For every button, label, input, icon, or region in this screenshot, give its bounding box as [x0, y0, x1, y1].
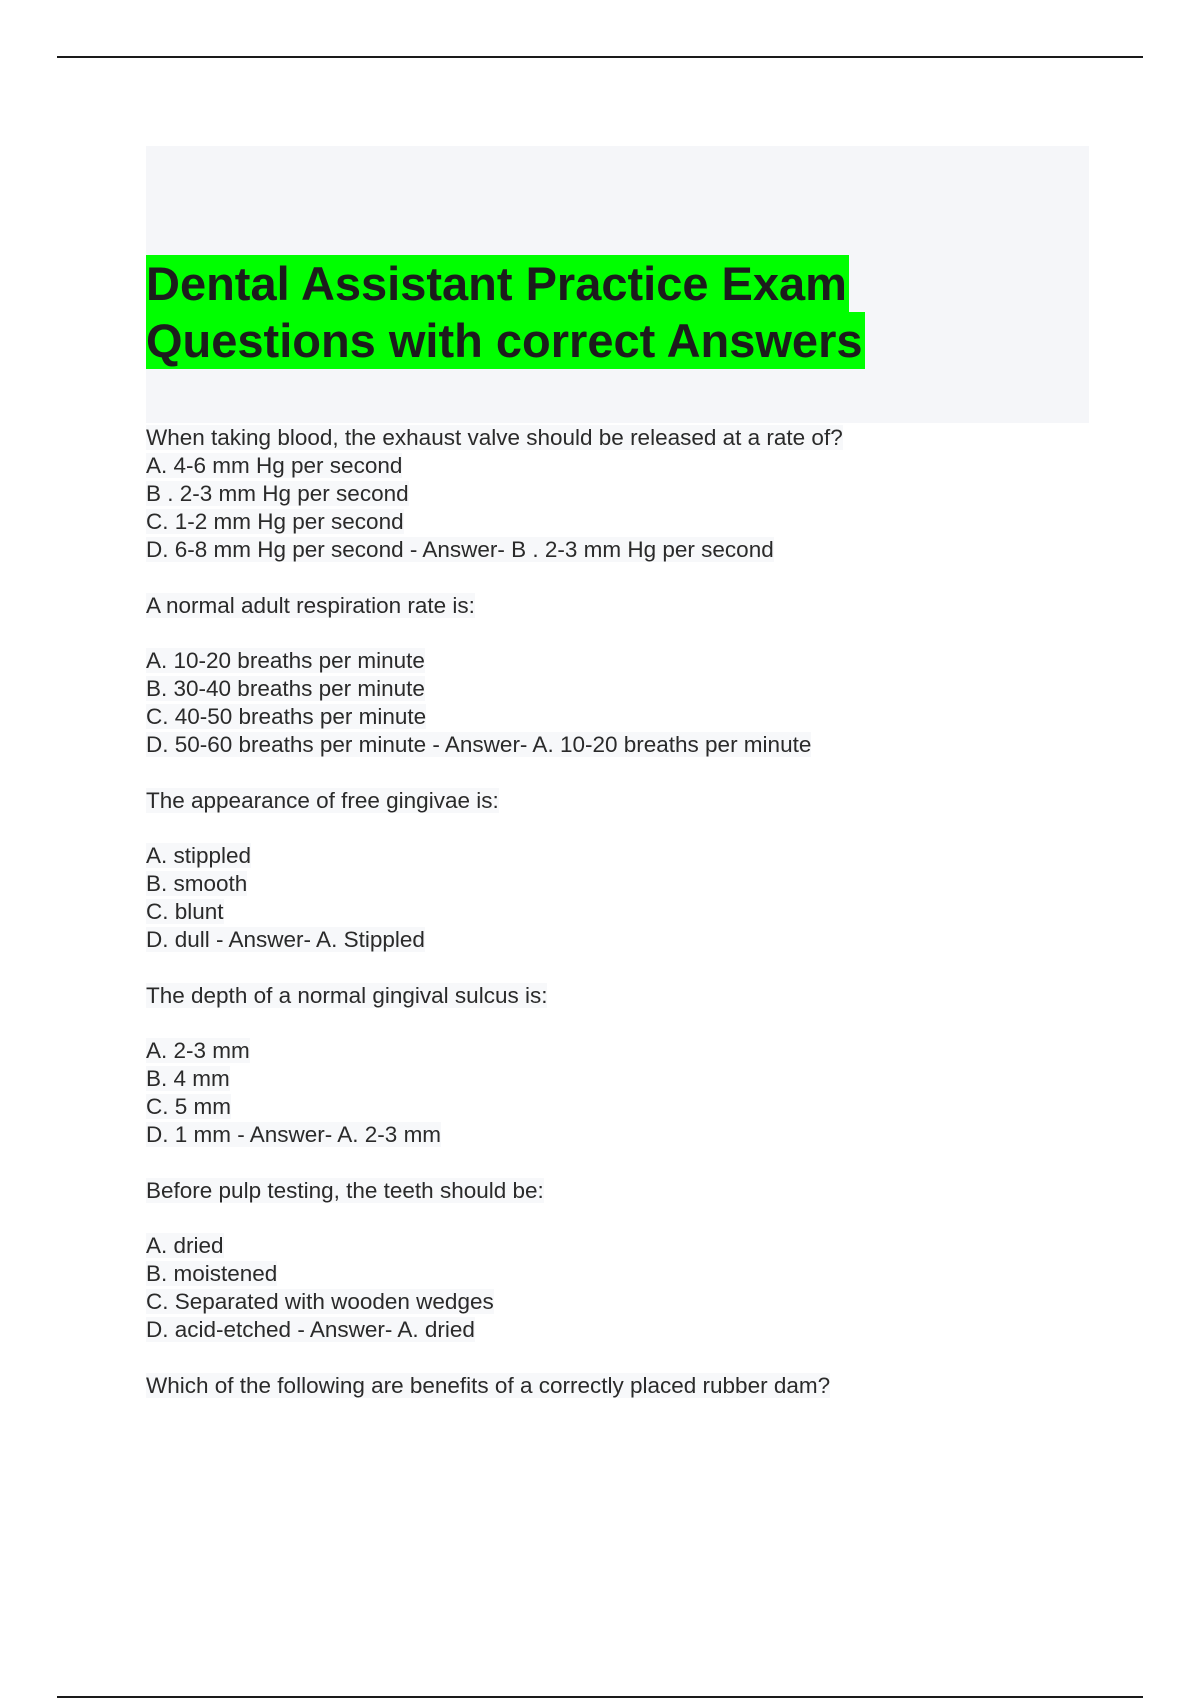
option-d-with-answer: D. 1 mm - Answer- A. 2-3 mm — [146, 1122, 442, 1147]
option-a: A. dried — [146, 1233, 224, 1258]
option-b: B. 4 mm — [146, 1066, 230, 1091]
option-a: A. 2-3 mm — [146, 1038, 250, 1063]
question-text: The appearance of free gingivae is: — [146, 788, 499, 813]
bottom-rule — [57, 1696, 1143, 1698]
option-c: C. 40-50 breaths per minute — [146, 704, 427, 729]
top-rule — [57, 56, 1143, 58]
document-title — [146, 255, 865, 369]
option-c: C. Separated with wooden wedges — [146, 1289, 494, 1314]
option-d-with-answer: D. acid-etched - Answer- A. dried — [146, 1317, 475, 1342]
question-2 — [146, 592, 1106, 759]
option-a: A. stippled — [146, 843, 252, 868]
question-5 — [146, 1177, 1106, 1344]
option-d-with-answer: D. 50-60 breaths per minute - Answer- A. 10-20 breaths per minute — [146, 732, 812, 757]
option-c: C. 5 mm — [146, 1094, 232, 1119]
option-b: B . 2-3 mm Hg per second — [146, 481, 409, 506]
question-text: When taking blood, the exhaust valve should be released at a rate of? — [146, 425, 843, 450]
option-a: A. 4-6 mm Hg per second — [146, 453, 403, 478]
question-4 — [146, 982, 1106, 1149]
question-3 — [146, 787, 1106, 954]
option-b: B. 30-40 breaths per minute — [146, 676, 425, 701]
question-6 — [146, 1372, 1106, 1400]
title-line-2: Questions with correct Answers — [146, 314, 863, 367]
question-1 — [146, 424, 1106, 564]
question-list — [146, 424, 1106, 1428]
option-b: B. moistened — [146, 1261, 278, 1286]
option-b: B. smooth — [146, 871, 248, 896]
question-text: Before pulp testing, the teeth should be: — [146, 1178, 544, 1203]
question-text: Which of the following are benefits of a correctly placed rubber dam? — [146, 1373, 831, 1398]
option-d-with-answer: D. 6-8 mm Hg per second - Answer- B . 2-3 mm Hg per second — [146, 537, 774, 562]
option-c: C. 1-2 mm Hg per second — [146, 509, 404, 534]
question-text: A normal adult respiration rate is: — [146, 593, 475, 618]
option-a: A. 10-20 breaths per minute — [146, 648, 425, 673]
option-d-with-answer: D. dull - Answer- A. Stippled — [146, 927, 425, 952]
title-line-1: Dental Assistant Practice Exam — [146, 257, 847, 310]
question-text: The depth of a normal gingival sulcus is: — [146, 983, 548, 1008]
option-c: C. blunt — [146, 899, 224, 924]
